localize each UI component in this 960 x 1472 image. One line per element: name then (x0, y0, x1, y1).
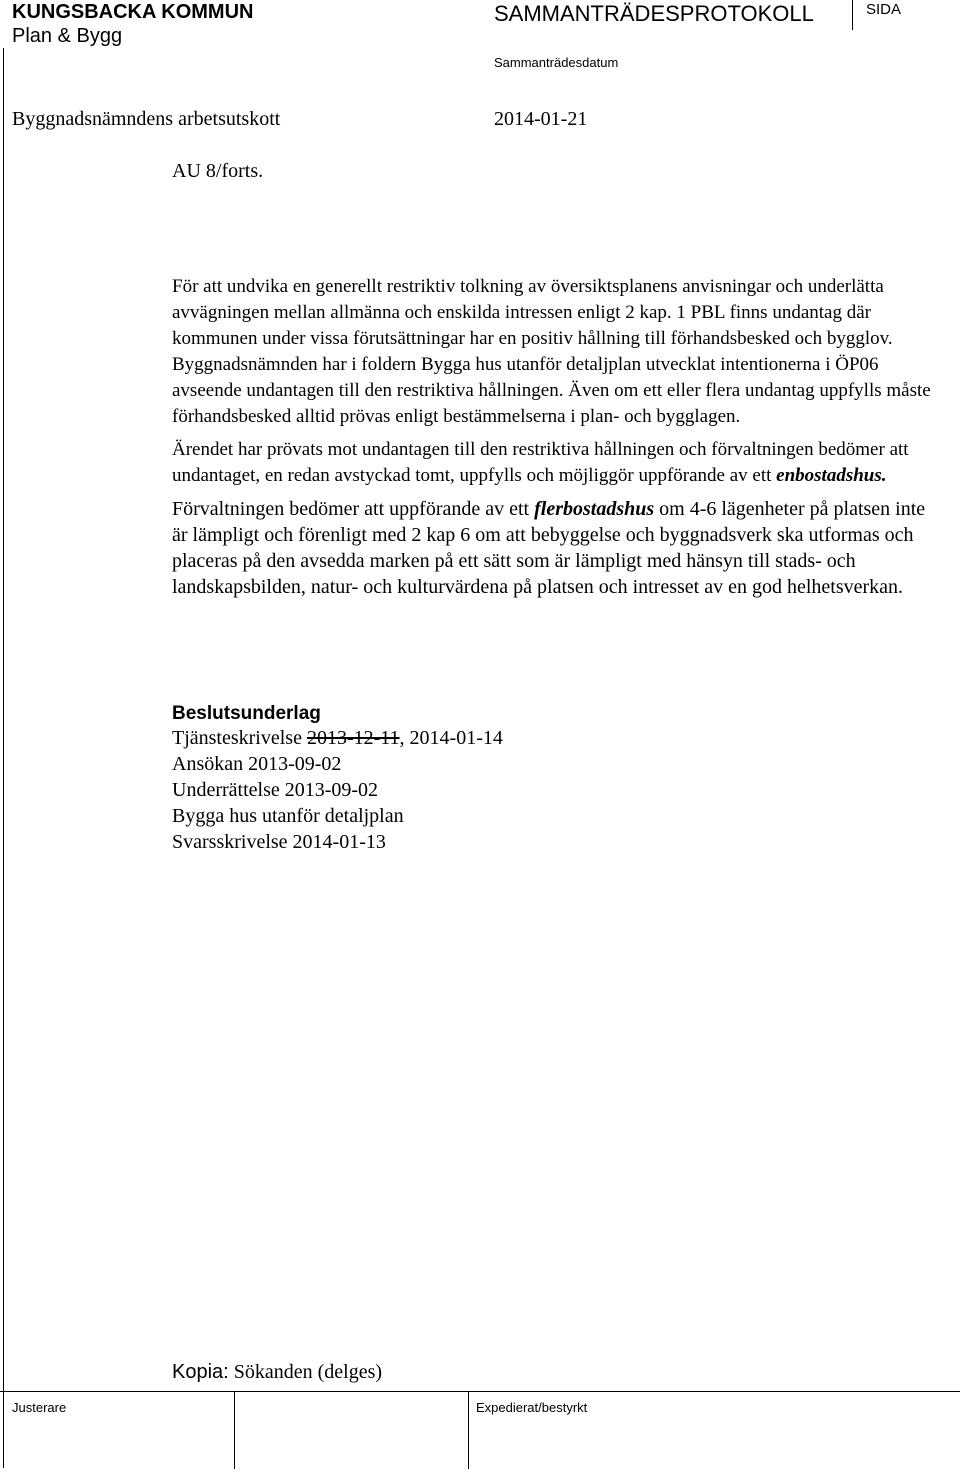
list-item (172, 725, 503, 751)
footer-divider-2 (468, 1391, 469, 1469)
document-title: SAMMANTRÄDESPROTOKOLL (494, 1, 814, 26)
beslutsunderlag-list (172, 725, 503, 855)
list-item: Bygga hus utanför detaljplan (172, 805, 404, 827)
paragraph-flerbostadshus-middle: om 4-6 lägenheter på platsen inte är lämpligt och förenligt med 2 kap 6 (172, 498, 926, 546)
footer-justerare: Justerare (12, 1400, 67, 1415)
beslutsunderlag-heading: Beslutsunderlag (172, 703, 321, 724)
list-item: Ansökan 2013-09-02 (172, 753, 342, 775)
department-name: Plan & Bygg (12, 25, 123, 47)
kopia-value: Sökanden (delges) (228, 1361, 383, 1383)
footer-expedierat: Expedierat/bestyrkt (476, 1400, 588, 1415)
footer-top-rule (0, 1391, 960, 1392)
page-label: SIDA (866, 1, 902, 18)
paragraph-provning-emphasis: enbostadshus. (776, 465, 887, 486)
item-prefix: Tjänsteskrivelse (172, 727, 307, 749)
footer-divider-1 (234, 1391, 235, 1469)
paragraph-flerbostadshus-emphasis: flerbostadshus (534, 498, 655, 520)
meeting-date-label: Sammanträdesdatum (494, 55, 619, 70)
struck-date: 2013-12-11 (306, 727, 400, 749)
kopia-label: Kopia: (172, 1361, 229, 1383)
paragraph-undantag-part1: För att undvika en generellt restriktiv tolkning av översiktsplanens anvisningar och underlätta avvägningen mellan allmänna och enskilda intressen enligt 2 kap. 1 (172, 276, 884, 323)
organization-name: KUNGSBACKA KOMMUN (12, 1, 254, 23)
paragraph-flerbostadshus-before: Förvaltningen bedömer att uppförande av ett (172, 498, 535, 520)
list-item: Svarsskrivelse 2014-01-13 (172, 831, 386, 853)
page-column-divider (852, 0, 853, 30)
meeting-date: 2014-01-21 (494, 108, 588, 130)
item-suffix: , 2014-01-14 (399, 727, 503, 749)
left-margin-line (3, 48, 4, 1468)
paragraph-provning (172, 437, 942, 489)
paragraph-undantag-part2: PBL finns undantag där kommunen under vissa förutsättningar har en positiv hållning till förhandsbesked och bygglov. Byggnadsnämnden har i foldern Bygga hus utanför detaljplan utvecklat intentionerna i ÖP06 avseende undantagen till den restriktiva hållningen. Även om ett eller flera undantag uppfylls måste förhandsbesked alltid prövas enligt bestämmelserna i plan- och bygglagen. (172, 302, 931, 427)
section-reference (172, 160, 263, 183)
kopia-line (172, 1361, 382, 1384)
decision-body (172, 274, 942, 607)
committee-name: Byggnadsnämndens arbetsutskott (12, 108, 281, 130)
paragraph-flerbostadshus (172, 496, 942, 600)
paragraph-undantag (172, 274, 942, 430)
paragraph-flerbostadshus-after: om att bebyggelse och byggnadsverk ska utformas och placeras på den avsedda marken på ett sätt som är lämpligt med hänsyn till stads- och landskapsbilden, natur- och kulturvärdena på platsen och intresset av en god helhetsverkan. (172, 524, 914, 598)
paragraph-provning-text: Ärendet har prövats mot undantagen till den restriktiva hållningen och förvaltningen bedömer att undantaget, en redan avstyckad tomt, uppfylls och möjliggör uppförande av ett (172, 439, 909, 486)
list-item: Underrättelse 2013-09-02 (172, 779, 379, 801)
section-reference-text: AU 8/forts. (172, 160, 264, 182)
